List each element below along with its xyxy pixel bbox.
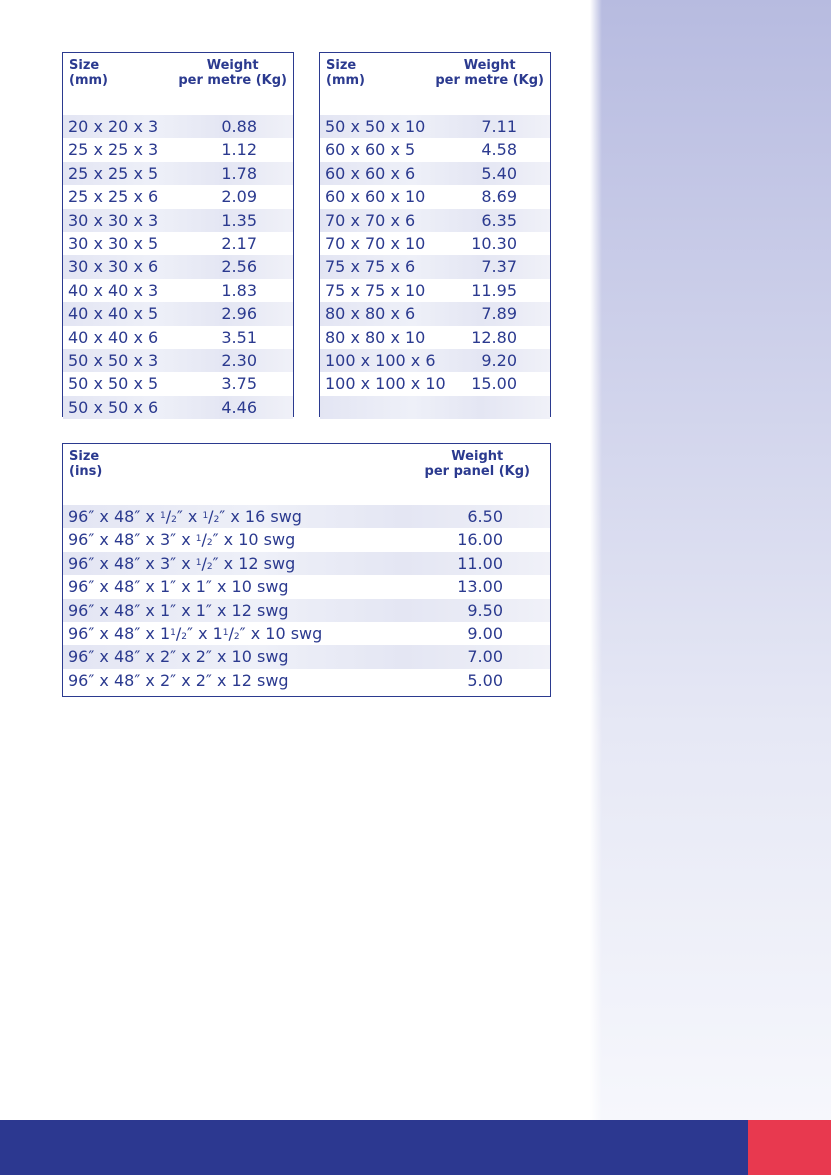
table-row [63,185,293,208]
size-cell: 60 x 60 x 5 [325,140,416,160]
size-cell: 70 x 70 x 10 [325,233,426,253]
table-row [320,138,550,161]
table-header [63,53,293,115]
table-row [63,599,550,622]
size-cell: 30 x 30 x 3 [68,210,159,230]
fraction-half: $^1$/2 [202,507,220,526]
weight-cell: 7.00 [467,647,503,667]
size-cell [68,645,289,668]
table-row [63,528,550,551]
table-body [63,505,550,692]
weight-cell: 4.58 [481,140,517,160]
fraction-half: $^1$/2 [170,623,187,643]
weight-cell: 15.00 [471,374,517,394]
size-text: ″ x 12 swg [212,553,296,573]
size-cell: 50 x 50 x 3 [68,350,159,370]
table-row [320,326,550,349]
weight-header [425,449,530,479]
weight-cell: 2.30 [221,350,257,370]
size-text: 96″ x 48″ x 1″ x 1″ x 10 swg [68,577,289,597]
size-cell: 75 x 75 x 10 [325,280,426,300]
size-cell: 40 x 40 x 6 [68,327,159,347]
size-cell: 40 x 40 x 3 [68,280,159,300]
weight-cell: 0.88 [221,117,257,136]
size-cell: 100 x 100 x 6 [325,350,436,370]
weight-cell: 2.96 [221,304,257,324]
size-text: ″ x 10 swg [212,530,296,550]
size-cell: 60 x 60 x 10 [325,187,426,207]
table-row [63,372,293,395]
size-text: ″ x 10 swg [239,623,323,643]
weight-cell: 4.46 [221,397,257,417]
size-text: ″ x 16 swg [219,507,302,526]
table-row [320,209,550,232]
size-text: 96″ x 48″ x 1″ x 1″ x 12 swg [68,600,289,620]
size-header-label: Size [69,58,100,73]
size-cell: 80 x 80 x 10 [325,327,426,347]
weight-cell: 3.51 [221,327,257,347]
weight-cell: 10.30 [471,233,517,253]
table-body [63,115,293,419]
size-text: 96″ x 48″ x 3″ x [68,530,196,550]
table-row [63,279,293,302]
footer-accent-block [748,1120,831,1175]
table-row [320,185,550,208]
size-text: 96″ x 48″ x 2″ x 2″ x 12 swg [68,670,289,690]
table-row [63,209,293,232]
size-cell: 80 x 80 x 6 [325,304,416,324]
table-row [320,396,550,419]
table-header [320,53,550,115]
size-cell: 70 x 70 x 6 [325,210,416,230]
size-text: ″ x [176,507,203,526]
weight-cell: 9.00 [467,623,503,643]
weight-cell: 9.20 [481,350,517,370]
size-cell: 30 x 30 x 5 [68,233,159,253]
size-cell: 75 x 75 x 6 [325,257,416,277]
fraction-half: $^1$/2 [195,553,213,573]
weight-cell: 1.12 [221,140,257,160]
weight-cell: 1.83 [221,280,257,300]
table-row [63,505,550,528]
table-row [63,232,293,255]
table-row [63,645,550,668]
weight-cell: 16.00 [457,530,503,550]
table-body [320,115,550,419]
table-row [63,302,293,325]
side-panel-gradient [590,0,831,1120]
weight-header [435,58,544,88]
weight-cell: 7.89 [481,304,517,324]
table-row [63,669,550,692]
weight-header-unit: per panel (Kg) [424,464,530,479]
weight-cell: 7.37 [481,257,517,277]
table-row [63,326,293,349]
weight-header-unit: per metre (Kg) [178,73,287,88]
size-text: 96″ x 48″ x 3″ x [68,553,196,573]
weight-header-label: Weight [463,58,516,73]
table-row [63,138,293,161]
weight-cell: 12.80 [471,327,517,347]
size-cell: 60 x 60 x 6 [325,163,416,183]
table-row [320,372,550,395]
table-row [320,302,550,325]
fraction-half: $^1$/2 [222,623,240,643]
size-header-unit: (mm) [69,73,108,88]
angle-weight-table-left [62,52,294,417]
table-row [63,255,293,278]
table-row [320,279,550,302]
weight-cell: 1.78 [221,163,257,183]
table-row [63,349,293,372]
size-cell: 100 x 100 x 10 [325,374,446,394]
weight-cell: 13.00 [457,577,503,597]
fraction-half: $^1$/2 [195,530,213,550]
weight-cell: 2.09 [221,187,257,207]
size-header-unit: (mm) [326,73,365,88]
table-row [320,162,550,185]
table-header [63,444,550,505]
angle-weight-table-right [319,52,551,417]
size-text: 96″ x 48″ x 2″ x 2″ x 10 swg [68,647,289,667]
table-row [320,255,550,278]
size-header-label: Size [326,58,357,73]
size-cell [68,599,289,622]
weight-cell: 2.17 [221,233,257,253]
table-row [63,575,550,598]
weight-cell: 6.50 [467,507,503,526]
table-row [320,349,550,372]
size-cell [68,575,289,598]
weight-cell: 5.00 [467,670,503,690]
panel-weight-table [62,443,551,697]
weight-cell: 1.35 [221,210,257,230]
size-header [326,58,416,88]
size-header [69,449,159,479]
weight-header [178,58,287,88]
table-row [320,115,550,138]
size-header-unit: (ins) [69,464,103,479]
weight-cell: 11.00 [457,553,503,573]
weight-cell: 5.40 [481,163,517,183]
table-row [63,162,293,185]
size-cell: 25 x 25 x 5 [68,163,159,183]
weight-cell: 9.50 [467,600,503,620]
size-cell: 25 x 25 x 3 [68,140,159,160]
size-cell: 25 x 25 x 6 [68,187,159,207]
weight-cell: 3.75 [221,374,257,394]
weight-cell: 8.69 [481,187,517,207]
size-header-label: Size [69,449,100,464]
size-cell: 20 x 20 x 3 [68,117,159,136]
weight-cell: 7.11 [481,117,517,136]
size-cell: 50 x 50 x 5 [68,374,159,394]
weight-cell: 11.95 [471,280,517,300]
size-cell [68,669,289,692]
table-row [320,232,550,255]
size-cell: 50 x 50 x 6 [68,397,159,417]
size-text: 96″ x 48″ x [68,507,160,526]
size-text: ″ x 1 [187,623,223,643]
weight-cell: 6.35 [481,210,517,230]
footer-bar [0,1120,748,1175]
table-row [63,622,550,645]
table-row [63,115,293,138]
fraction-half: $^1$/2 [159,507,177,526]
size-cell: 50 x 50 x 10 [325,117,426,136]
weight-header-label: Weight [206,58,259,73]
size-header [69,58,159,88]
table-row [63,396,293,419]
weight-cell: 2.56 [221,257,257,277]
weight-header-unit: per metre (Kg) [435,73,544,88]
size-cell: 40 x 40 x 5 [68,304,159,324]
weight-header-label: Weight [451,449,504,464]
size-cell: 30 x 30 x 6 [68,257,159,277]
size-text: 96″ x 48″ x 1 [68,623,171,643]
table-row [63,552,550,575]
